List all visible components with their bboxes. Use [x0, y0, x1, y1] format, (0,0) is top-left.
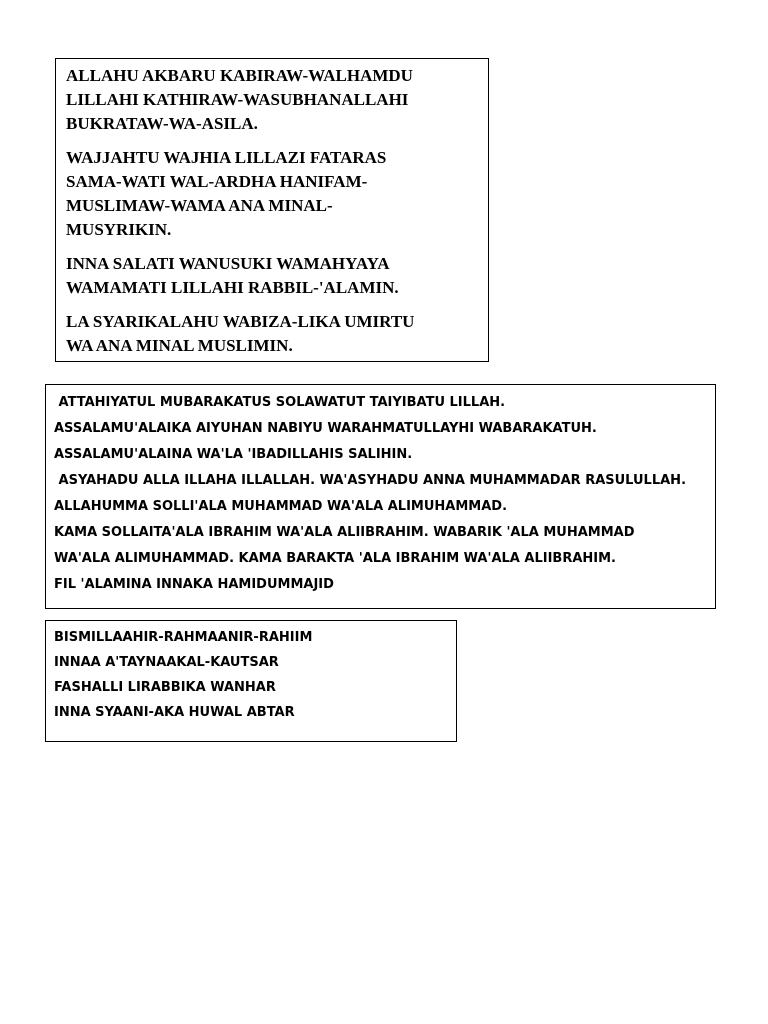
text-line: WA ANA MINAL MUSLIMIN. — [66, 336, 293, 355]
text-line: INNAA A'TAYNAAKAL-KAUTSAR — [54, 655, 279, 670]
text-line: FIL 'ALAMINA INNAKA HAMIDUMMAJID — [54, 577, 334, 592]
text-line: MUSYRIKIN. — [66, 220, 172, 239]
text-line: WA'ALA ALIMUHAMMAD. KAMA BARAKTA 'ALA IBRAHIM WA'ALA ALIIBRAHIM. — [54, 551, 616, 566]
text-line: LILLAHI KATHIRAW-WASUBHANALLAHI — [66, 90, 409, 109]
text-line: ALLAHUMMA SOLLI'ALA MUHAMMAD WA'ALA ALIMUHAMMAD. — [54, 499, 508, 514]
paragraph-la-syarikalahu — [66, 310, 480, 358]
text-line: SAMA-WATI WAL-ARDHA HANIFAM- — [66, 172, 368, 191]
text-line: ASSALAMU'ALAINA WA'LA 'IBADILLAHIS SALIHIN. — [54, 447, 413, 462]
text-line: WAJJAHTU WAJHIA LILLAZI FATARAS — [66, 148, 387, 167]
text-line: ASYAHADU ALLA ILLAHA ILLALLAH. WA'ASYHADU ANNA MUHAMMADAR RASULULLAH. — [54, 473, 687, 488]
paragraph-inna-salati — [66, 252, 480, 300]
text-line: ATTAHIYATUL MUBARAKATUS SOLAWATUT TAIYIBATU LILLAH. — [54, 395, 506, 410]
text-line: BUKRATAW-WA-ASILA. — [66, 114, 258, 133]
text-line: ALLAHU AKBARU KABIRAW-WALHAMDU — [66, 66, 413, 85]
text-line: LA SYARIKALAHU WABIZA-LIKA UMIRTU — [66, 312, 415, 331]
prayer-box-kautsar — [45, 620, 457, 742]
text-line: FASHALLI LIRABBIKA WANHAR — [54, 680, 276, 695]
text-line: BISMILLAAHIR-RAHMAANIR-RAHIIM — [54, 630, 313, 645]
text-line: ASSALAMU'ALAIKA AIYUHAN NABIYU WARAHMATULLAYHI WABARAKATUH. — [54, 421, 597, 436]
text-line: INNA SALATI WANUSUKI WAMAHYAYA — [66, 254, 390, 273]
paragraph-takbir — [66, 64, 480, 136]
prayer-box-tahiyat — [45, 384, 716, 609]
paragraph-wajjahtu — [66, 146, 480, 242]
text-line: WAMAMATI LILLAHI RABBIL-'ALAMIN. — [66, 278, 399, 297]
prayer-box-opening — [55, 58, 489, 362]
text-line: INNA SYAANI-AKA HUWAL ABTAR — [54, 705, 295, 720]
text-line: KAMA SOLLAITA'ALA IBRAHIM WA'ALA ALIIBRAHIM. WABARIK 'ALA MUHAMMAD — [54, 525, 635, 540]
text-line: MUSLIMAW-WAMA ANA MINAL- — [66, 196, 333, 215]
